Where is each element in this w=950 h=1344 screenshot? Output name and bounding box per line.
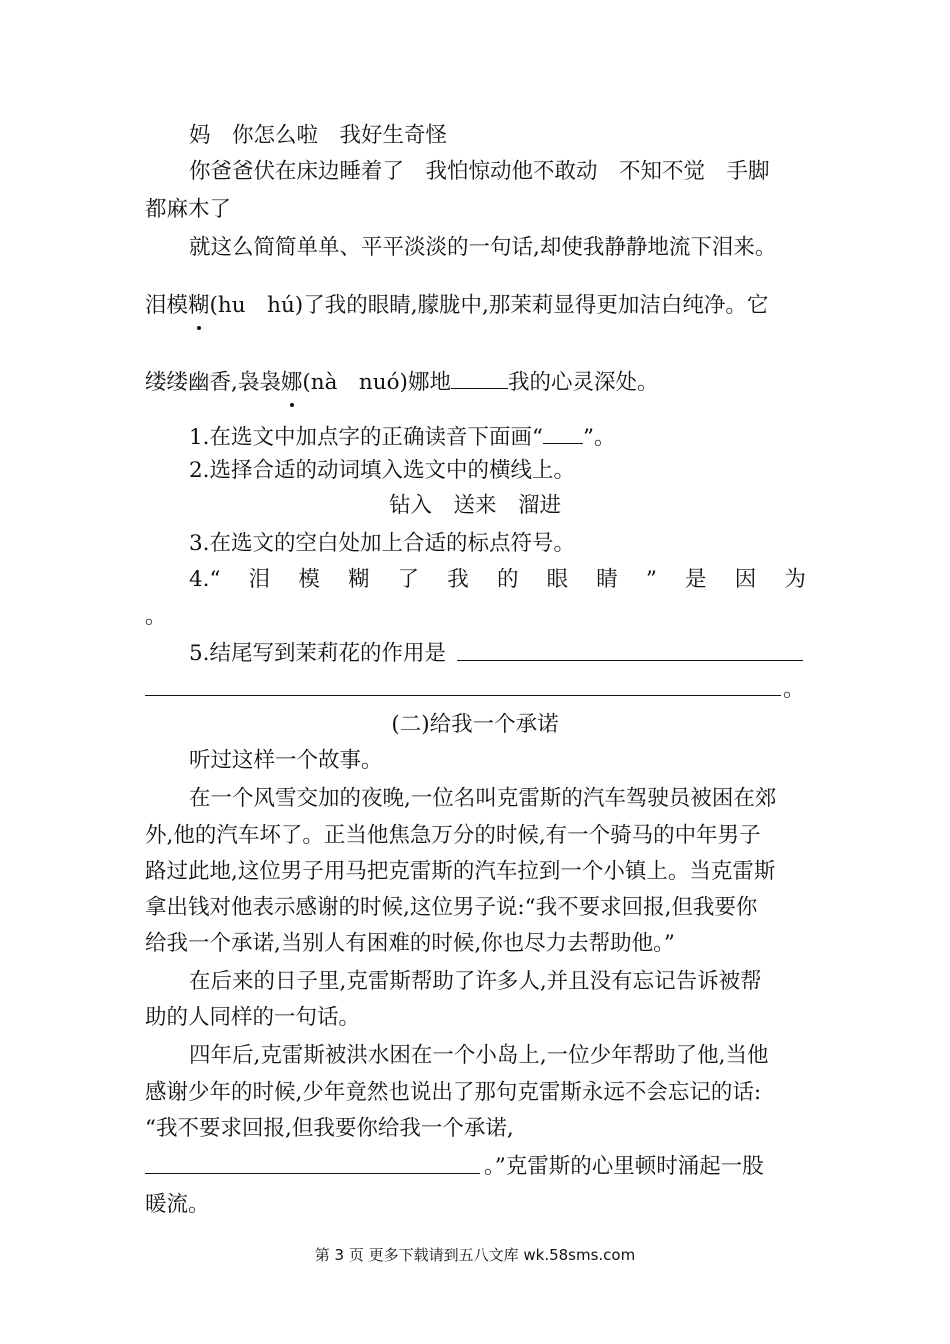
- q4-char: 睛: [596, 567, 618, 592]
- q4-char: ”: [645, 567, 657, 592]
- paragraph-line: “我不要求回报,但我要你给我一个承诺,: [145, 1116, 514, 1141]
- q4-char: 糊: [347, 567, 370, 592]
- question-1: [189, 421, 616, 453]
- paragraph-line: 感谢少年的时候,少年竟然也说出了那句克雷斯永远不会忘记的话:: [145, 1080, 762, 1105]
- paragraph-line: 外,他的汽车坏了。正当他焦急万分的时候,有一个骑马的中年男子: [145, 823, 761, 848]
- q4-char: 因: [734, 567, 757, 592]
- text-segment: ”。: [583, 425, 616, 450]
- passage1-line: 都麻木了: [145, 197, 232, 222]
- paragraph-line: 在后来的日子里,克雷斯帮助了许多人,并且没有忘记告诉被帮: [189, 969, 762, 994]
- answer-line[interactable]: [145, 1173, 480, 1174]
- text-segment: 我的心灵深处。: [507, 370, 659, 395]
- text-segment: 1.在选文中加点字的正确读音下面画“: [189, 425, 544, 450]
- passage1-line-with-pinyin: [145, 291, 768, 321]
- q4-char: 是: [685, 567, 707, 592]
- paragraph-line: 路过此地,这位男子用马把克雷斯的汽车拉到一个小镇上。当克雷斯: [145, 859, 776, 884]
- paragraph-line: 在一个风雪交加的夜晚,一位名叫克雷斯的汽车驾驶员被困在郊: [189, 786, 777, 811]
- text-segment: (hu hú)了我的眼睛,朦胧中,那茉莉显得更加洁白纯净。它: [209, 293, 769, 318]
- q4-char: 我: [447, 567, 469, 592]
- answer-line[interactable]: [457, 660, 803, 661]
- paragraph-line: 暖流。: [145, 1192, 210, 1217]
- q4-char: 的: [496, 567, 519, 592]
- q4-char: 4.“: [189, 567, 221, 592]
- question-3: 3.在选文的空白处加上合适的标点符号。: [189, 531, 576, 556]
- answer-blank[interactable]: [451, 366, 508, 389]
- passage1-line: 你爸爸伏在床边睡着了 我怕惊动他不敢动 不知不觉 手脚: [189, 159, 770, 184]
- verb-options: 钻入 送来 溜进: [388, 493, 561, 518]
- passage1-line-with-pinyin: [145, 366, 658, 398]
- q4-char: 泪: [248, 567, 271, 592]
- dotted-character: 娜: [281, 368, 303, 398]
- q4-char: 了: [397, 567, 420, 592]
- dotted-character: 糊: [188, 291, 210, 321]
- passage1-line: 就这么简简单单、平平淡淡的一句话,却使我静静地流下泪来。: [189, 235, 777, 260]
- question-2: 2.选择合适的动词填入选文中的横线上。: [189, 458, 576, 483]
- passage1-line: 妈 你怎么啦 我好生奇怪: [189, 123, 448, 148]
- paragraph-line: 四年后,克雷斯被洪水困在一个小岛上,一位少年帮助了他,当他: [189, 1043, 769, 1068]
- paragraph-line: 。”克雷斯的心里顿时涌起一股: [484, 1154, 764, 1179]
- paragraph-line: 拿出钱对他表示感谢的时候,这位男子说:“我不要求回报,但我要你: [145, 895, 758, 920]
- text-segment: 缕缕幽香,袅袅: [145, 370, 281, 395]
- question-5: 5.结尾写到茉莉花的作用是: [189, 641, 447, 666]
- text-segment: 泪模: [145, 293, 189, 318]
- page-footer: 第 3 页 更多下载请到五八文库 wk.58sms.com: [314, 1246, 636, 1264]
- answer-line[interactable]: [145, 695, 781, 696]
- q4-char: 模: [298, 567, 320, 592]
- q4-char: 为: [784, 567, 806, 592]
- paragraph-line: 听过这样一个故事。: [189, 748, 383, 773]
- text-segment: (nà nuó)娜地: [302, 370, 451, 395]
- paragraph-line: 给我一个承诺,当别人有困难的时候,你也尽力去帮助他。”: [145, 931, 675, 956]
- question-5-end: 。: [783, 677, 805, 702]
- section-title: (二)给我一个承诺: [391, 712, 559, 737]
- answer-blank[interactable]: [543, 421, 583, 444]
- paragraph-line: 助的人同样的一句话。: [145, 1005, 361, 1030]
- question-4: [189, 565, 806, 595]
- question-4-end: 。: [145, 604, 167, 629]
- q4-char: 眼: [546, 567, 569, 592]
